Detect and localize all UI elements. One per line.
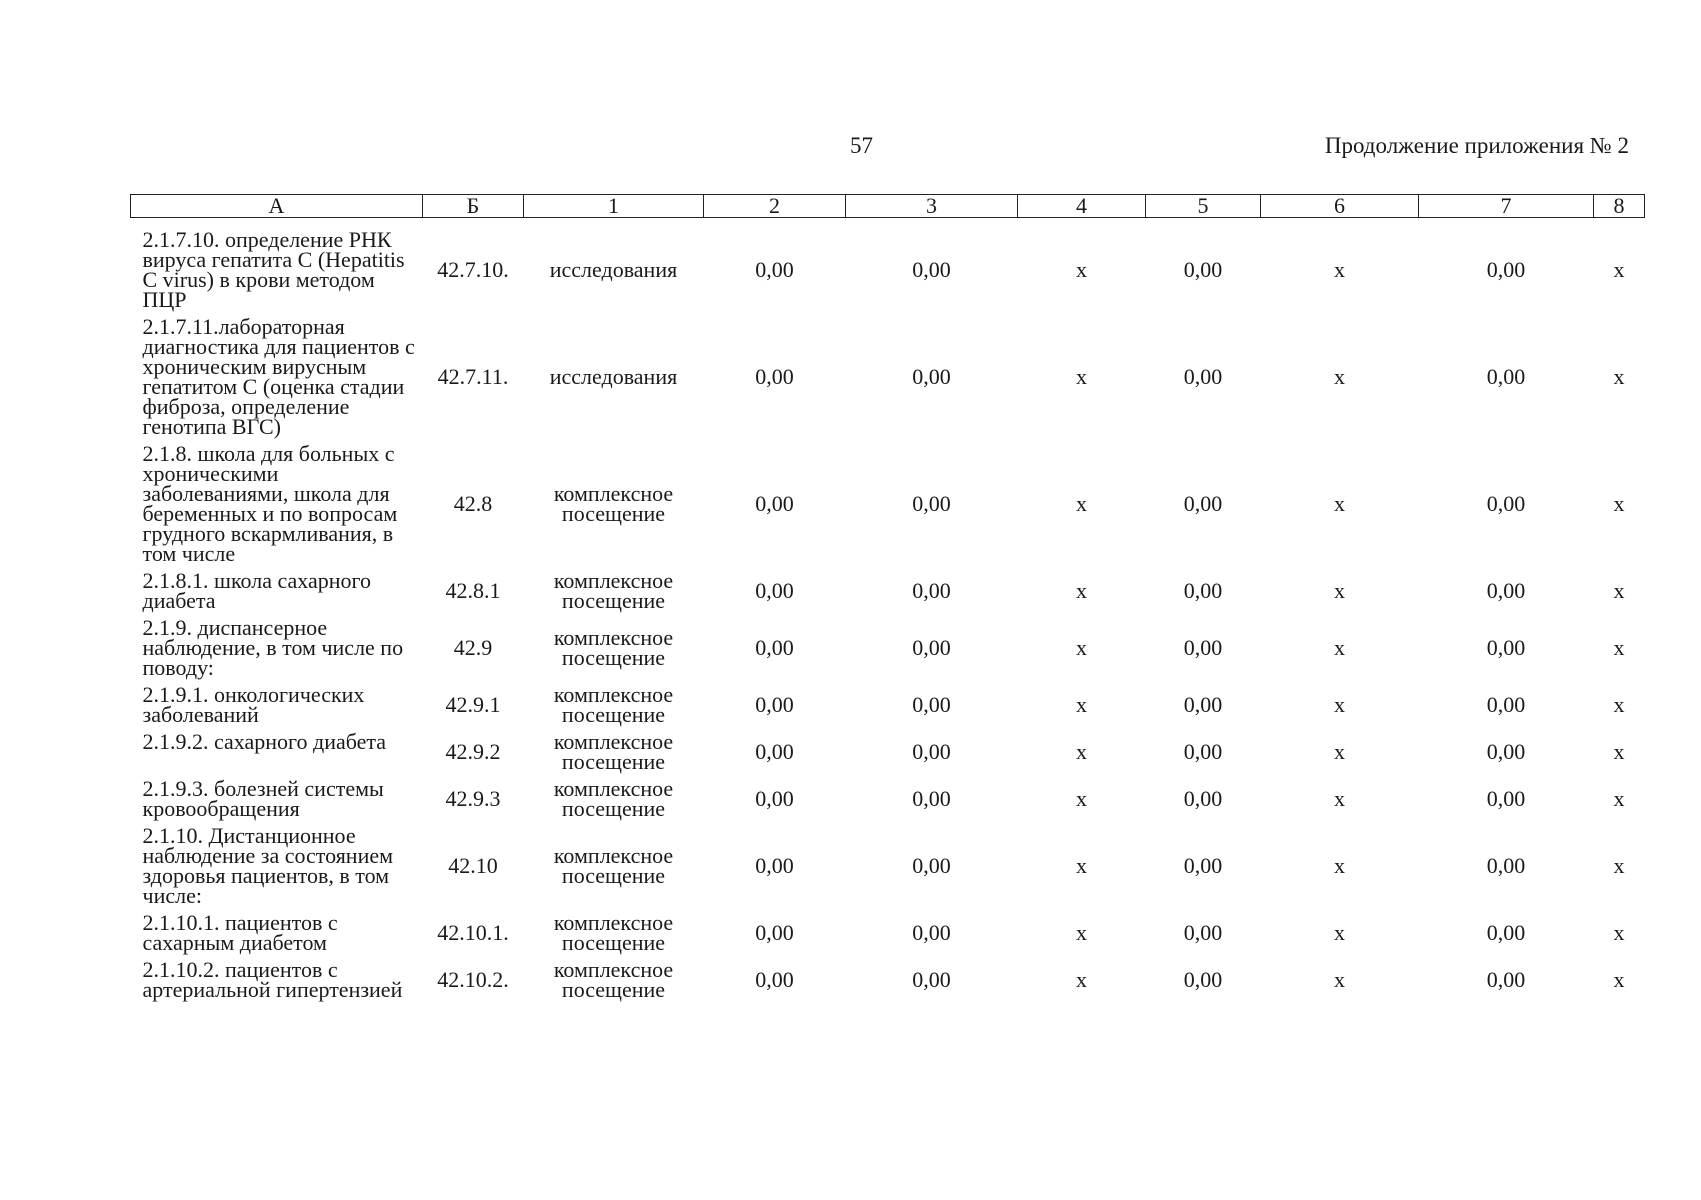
row-name: 2.1.10. Дистанционное наблюдение за состоянием здоровья пациентов, в том числе:	[142, 823, 394, 908]
cell-col-5: 0,00	[1183, 786, 1223, 811]
row-name: 2.1.7.11.лабораторная диагностика для пациентов с хроническим вирусным гепатитом С (оценка стадии фиброза, определение генотипа ВГС)	[142, 314, 415, 439]
cell-col-6: х	[1334, 967, 1345, 992]
cell-col-5: 0,00	[1183, 739, 1223, 764]
row-name: 2.1.9.3. болезней системы кровообращения	[142, 776, 384, 821]
cell-col-2: 0,00	[755, 364, 794, 389]
row-name: 2.1.7.10. определение РНК вируса гепатита С (Hepatitis C virus) в крови методом ПЦР	[142, 227, 405, 312]
cell-col-5: 0,00	[1183, 578, 1223, 603]
row-unit: комплексное посещение	[553, 776, 674, 821]
cell-col-7: 0,00	[1486, 491, 1526, 516]
column-header: 8	[1594, 195, 1645, 218]
cell-col-7: 0,00	[1486, 853, 1526, 878]
cell-col-7: 0,00	[1486, 578, 1526, 603]
cell-col-7: 0,00	[1486, 920, 1526, 945]
row-unit: комплексное посещение	[553, 682, 674, 727]
cell-col-2: 0,00	[755, 786, 794, 811]
cell-col-5: 0,00	[1183, 967, 1223, 992]
header-row	[131, 195, 1645, 218]
row-code: 42.8.1	[445, 578, 501, 603]
row-name: 2.1.10.1. пациентов с сахарным диабетом	[142, 910, 338, 955]
cell-col-7: 0,00	[1486, 786, 1526, 811]
data-table	[130, 194, 1645, 1007]
row-code: 42.10.2.	[437, 967, 509, 992]
column-header: 7	[1419, 195, 1594, 218]
cell-col-7: 0,00	[1486, 967, 1526, 992]
cell-col-5: 0,00	[1183, 635, 1223, 660]
cell-col-4: х	[1076, 786, 1087, 811]
cell-col-8: х	[1613, 739, 1625, 764]
cell-col-2: 0,00	[755, 635, 794, 660]
cell-col-4: х	[1076, 920, 1087, 945]
cell-col-5: 0,00	[1183, 257, 1223, 282]
row-unit: исследования	[549, 364, 678, 389]
cell-col-7: 0,00	[1486, 257, 1526, 282]
column-header: 1	[524, 195, 704, 218]
row-name: 2.1.9. диспансерное наблюдение, в том числе по поводу:	[142, 615, 404, 680]
column-header: 3	[846, 195, 1018, 218]
row-unit: комплексное посещение	[553, 843, 674, 888]
cell-col-3: 0,00	[912, 786, 951, 811]
row-unit: комплексное посещение	[553, 481, 674, 526]
cell-col-8: х	[1613, 257, 1625, 282]
cell-col-7: 0,00	[1486, 692, 1526, 717]
row-code: 42.7.11.	[437, 364, 509, 389]
cell-col-2: 0,00	[755, 491, 794, 516]
cell-col-3: 0,00	[912, 739, 951, 764]
cell-col-7: 0,00	[1486, 635, 1526, 660]
table-row	[131, 913, 1645, 960]
cell-col-5: 0,00	[1183, 920, 1223, 945]
cell-col-4: х	[1076, 364, 1087, 389]
row-code: 42.9.2	[445, 739, 501, 764]
cell-col-2: 0,00	[755, 692, 794, 717]
cell-col-3: 0,00	[912, 257, 951, 282]
row-code: 42.10.1.	[437, 920, 509, 945]
table-row	[131, 960, 1645, 1007]
table-row	[131, 618, 1645, 685]
table-row	[131, 317, 1645, 444]
cell-col-6: х	[1334, 920, 1345, 945]
column-header: 6	[1261, 195, 1419, 218]
cell-col-3: 0,00	[912, 364, 951, 389]
cell-col-5: 0,00	[1183, 692, 1223, 717]
cell-col-3: 0,00	[912, 853, 951, 878]
cell-col-6: х	[1334, 578, 1345, 603]
row-name: 2.1.9.2. сахарного диабета	[142, 729, 387, 754]
cell-col-5: 0,00	[1183, 853, 1223, 878]
table-row	[131, 826, 1645, 913]
row-code: 42.9.3	[445, 786, 501, 811]
cell-col-6: х	[1334, 491, 1345, 516]
cell-col-4: х	[1076, 578, 1087, 603]
cell-col-2: 0,00	[755, 739, 794, 764]
cell-col-4: х	[1076, 491, 1087, 516]
cell-col-3: 0,00	[912, 920, 951, 945]
cell-col-6: х	[1334, 635, 1345, 660]
table-row	[131, 571, 1645, 618]
cell-col-6: х	[1334, 692, 1345, 717]
column-header: 2	[704, 195, 846, 218]
cell-col-8: х	[1613, 853, 1625, 878]
row-unit: комплексное посещение	[553, 729, 674, 774]
table-body	[131, 218, 1645, 1008]
cell-col-8: х	[1613, 635, 1625, 660]
row-unit: комплексное посещение	[553, 625, 674, 670]
row-code: 42.9.1	[445, 692, 501, 717]
row-unit: комплексное посещение	[553, 957, 674, 1002]
cell-col-8: х	[1613, 578, 1625, 603]
cell-col-4: х	[1076, 853, 1087, 878]
cell-col-8: х	[1613, 364, 1625, 389]
cell-col-5: 0,00	[1183, 364, 1223, 389]
table-row	[131, 218, 1645, 318]
page-number: 57	[850, 133, 873, 158]
cell-col-3: 0,00	[912, 967, 951, 992]
row-name: 2.1.9.1. онкологических заболеваний	[142, 682, 365, 727]
cell-col-7: 0,00	[1486, 364, 1526, 389]
cell-col-8: х	[1613, 491, 1625, 516]
cell-col-6: х	[1334, 739, 1345, 764]
cell-col-2: 0,00	[755, 257, 794, 282]
appendix-note: Продолжение приложения № 2	[1324, 133, 1629, 158]
row-name: 2.1.8. школа для больных с хроническими заболеваниями, школа для беременных и по вопросам грудного вскармливания, в том числе	[142, 441, 398, 566]
column-header: 5	[1146, 195, 1261, 218]
table-row	[131, 779, 1645, 826]
cell-col-4: х	[1076, 692, 1087, 717]
row-code: 42.9	[453, 635, 493, 660]
cell-col-4: х	[1076, 739, 1087, 764]
cell-col-8: х	[1613, 692, 1625, 717]
row-code: 42.8	[453, 491, 493, 516]
cell-col-6: х	[1334, 853, 1345, 878]
cell-col-2: 0,00	[755, 853, 794, 878]
cell-col-3: 0,00	[912, 692, 951, 717]
column-header: 4	[1018, 195, 1146, 218]
row-unit: комплексное посещение	[553, 568, 674, 613]
cell-col-6: х	[1334, 364, 1345, 389]
table-row	[131, 444, 1645, 571]
cell-col-3: 0,00	[912, 491, 951, 516]
row-unit: исследования	[549, 257, 678, 282]
table-row	[131, 685, 1645, 732]
table-row	[131, 732, 1645, 779]
cell-col-4: х	[1076, 967, 1087, 992]
cell-col-3: 0,00	[912, 578, 951, 603]
cell-col-4: х	[1076, 635, 1087, 660]
cell-col-8: х	[1613, 967, 1625, 992]
cell-col-7: 0,00	[1486, 739, 1526, 764]
cell-col-8: х	[1613, 786, 1625, 811]
row-code: 42.7.10.	[437, 257, 509, 282]
cell-col-2: 0,00	[755, 967, 794, 992]
column-header: Б	[423, 195, 524, 218]
row-name: 2.1.8.1. школа сахарного диабета	[142, 568, 371, 613]
cell-col-4: х	[1076, 257, 1087, 282]
row-code: 42.10	[448, 853, 498, 878]
cell-col-3: 0,00	[912, 635, 951, 660]
cell-col-2: 0,00	[755, 920, 794, 945]
row-name: 2.1.10.2. пациентов с артериальной гипертензией	[142, 957, 403, 1002]
table-header	[131, 195, 1645, 218]
cell-col-6: х	[1334, 786, 1345, 811]
cell-col-8: х	[1613, 920, 1625, 945]
cell-col-6: х	[1334, 257, 1345, 282]
cell-col-5: 0,00	[1183, 491, 1223, 516]
column-header: А	[131, 195, 423, 218]
row-unit: комплексное посещение	[553, 910, 674, 955]
cell-col-2: 0,00	[755, 578, 794, 603]
